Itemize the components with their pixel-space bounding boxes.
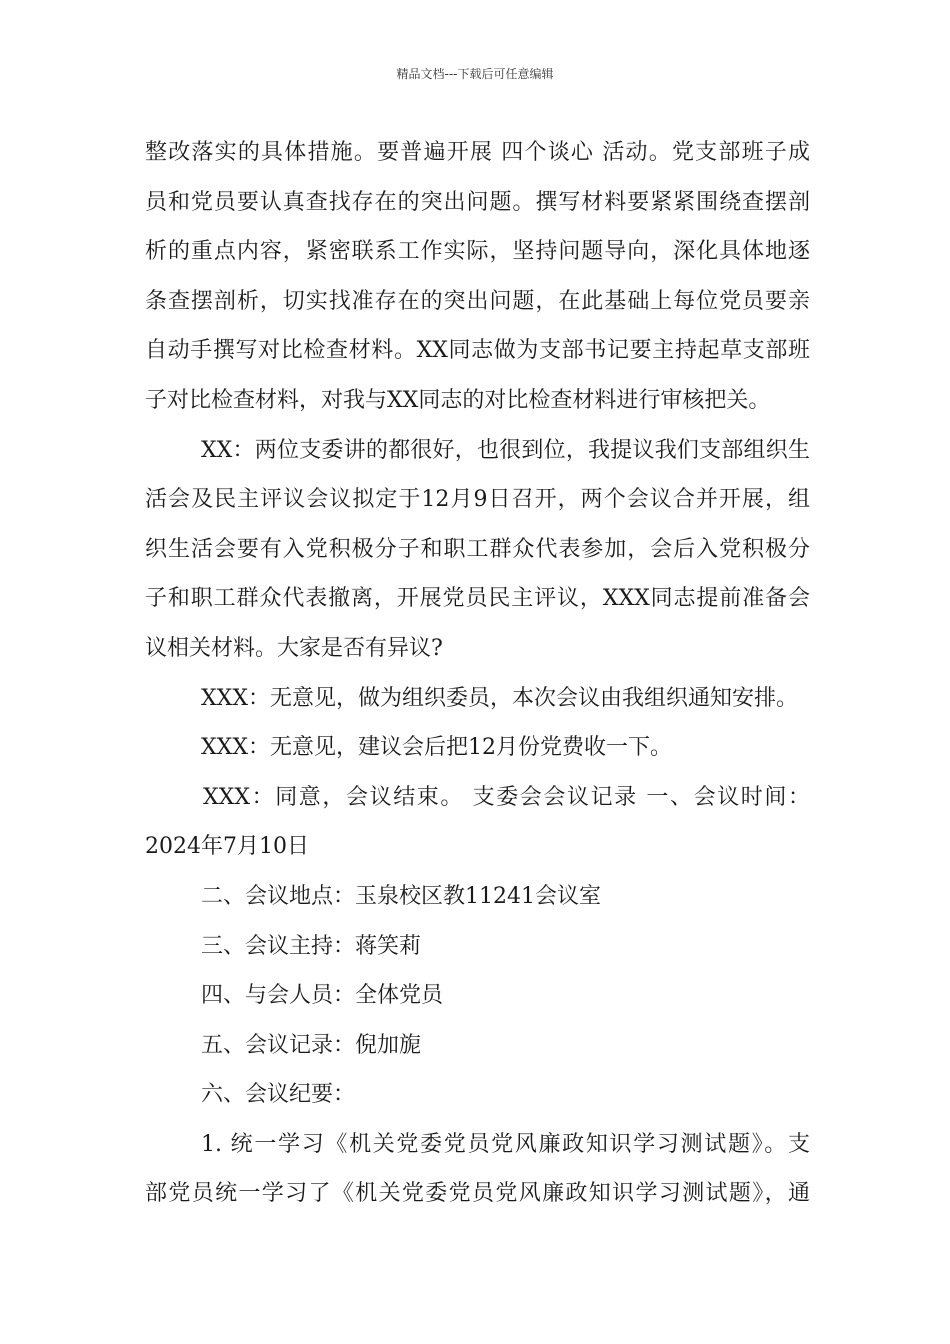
text-line: 议相关材料。大家是否有异议? bbox=[145, 635, 443, 661]
text-line: 子对比检查材料，对我与XX同志的对比检查材料进行审核把关。 bbox=[145, 387, 771, 413]
text-line: XXX：同意，会议结束。 支委会会议记录 一、会议时间： bbox=[203, 784, 810, 810]
text-line: 条查摆剖析，切实找准存在的突出问题，在此基础上每位党员要亲 bbox=[145, 288, 810, 314]
text-line: 员和党员要认真查找存在的突出问题。撰写材料要紧紧围绕查摆剖 bbox=[145, 189, 810, 215]
text-line: 三、会议主持：蒋笑莉 bbox=[201, 933, 422, 959]
text-line: 2024年7月10日 bbox=[145, 834, 309, 860]
text-line: 子和职工群众代表撤离，开展党员民主评议，XXX同志提前准备会 bbox=[145, 586, 810, 612]
text-line: 织生活会要有入党积极分子和职工群众代表参加，会后入党积极分 bbox=[145, 536, 810, 562]
text-line: 1. 统一学习《机关党委党员党风廉政知识学习测试题》。支 bbox=[201, 1131, 810, 1157]
text-line: 四、与会人员：全体党员 bbox=[201, 983, 444, 1009]
text-line: 二、会议地点：玉泉校区教11241会议室 bbox=[201, 883, 601, 909]
text-line: XXX：无意见，建议会后把12月份党费收一下。 bbox=[201, 735, 672, 761]
text-line: 活会及民主评议会议拟定于12月9日召开，两个会议合并开展，组 bbox=[145, 487, 810, 513]
text-line: 整改落实的具体措施。要普遍开展 四个谈心 活动。党支部班子成 bbox=[145, 140, 810, 165]
text-line: XXX：无意见，做为组织委员，本次会议由我组织通知安排。 bbox=[201, 685, 798, 711]
text-line: XX：两位支委讲的都很好，也很到位，我提议我们支部组织生 bbox=[201, 437, 810, 463]
page-header: 精品文档---下载后可任意编辑 bbox=[396, 67, 554, 81]
text-line: 五、会议记录：倪加旎 bbox=[201, 1032, 422, 1058]
text-line: 自动手撰写对比检查材料。XX同志做为支部书记要主持起草支部班 bbox=[145, 338, 810, 364]
text-line: 六、会议纪要： bbox=[201, 1082, 356, 1108]
text-line: 部党员统一学习了《机关党委党员党风廉政知识学习测试题》，通 bbox=[145, 1181, 810, 1207]
text-line: 析的重点内容，紧密联系工作实际，坚持问题导向，深化具体地逐 bbox=[145, 239, 810, 265]
document-body bbox=[145, 128, 810, 1219]
